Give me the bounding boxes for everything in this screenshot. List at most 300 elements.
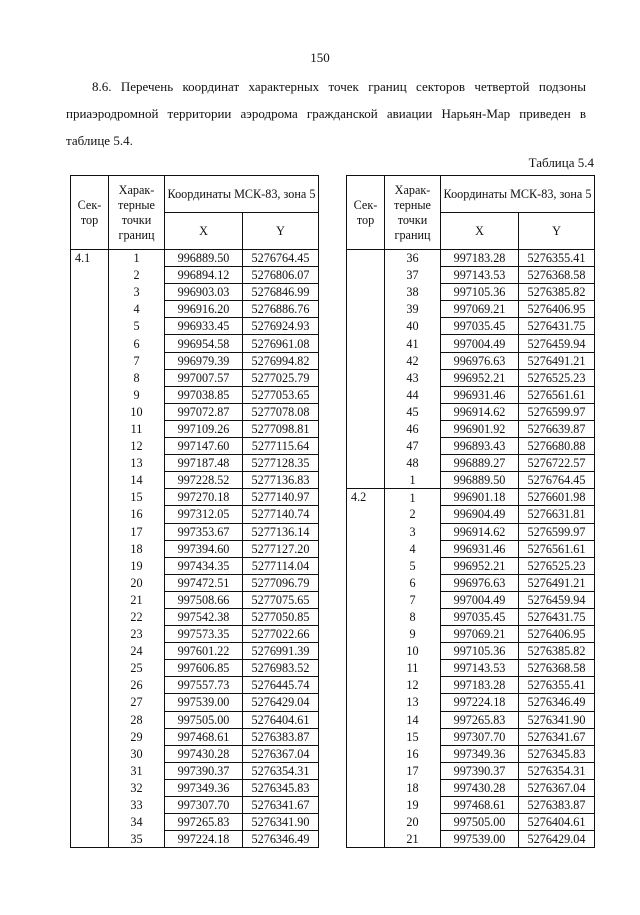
sector-cell <box>347 762 385 779</box>
point-number-cell: 2 <box>109 267 165 284</box>
point-number-cell: 44 <box>385 386 441 403</box>
header-sector: Сек-тор <box>347 176 385 250</box>
table-row <box>71 523 319 540</box>
x-cell: 997542.38 <box>165 608 243 625</box>
header-x: X <box>441 213 519 250</box>
x-cell: 996893.43 <box>441 438 519 455</box>
point-number-cell: 12 <box>109 438 165 455</box>
table-row <box>347 369 595 386</box>
x-cell: 996931.46 <box>441 386 519 403</box>
sector-cell <box>347 814 385 831</box>
point-number-cell: 37 <box>385 267 441 284</box>
x-cell: 997004.49 <box>441 591 519 608</box>
table-row <box>71 797 319 814</box>
table-row <box>71 831 319 848</box>
table-row <box>71 403 319 420</box>
point-number-cell: 45 <box>385 403 441 420</box>
point-number-cell: 15 <box>109 489 165 506</box>
x-cell: 997472.51 <box>165 574 243 591</box>
table-row <box>347 779 595 796</box>
y-cell: 5276601.98 <box>519 489 595 506</box>
sector-cell <box>347 420 385 437</box>
y-cell: 5276525.23 <box>519 557 595 574</box>
point-number-cell: 16 <box>109 506 165 523</box>
x-cell: 996952.21 <box>441 369 519 386</box>
sector-cell <box>71 762 109 779</box>
point-number-cell: 20 <box>109 574 165 591</box>
sector-cell <box>71 779 109 796</box>
point-number-cell: 21 <box>109 591 165 608</box>
sector-cell <box>71 403 109 420</box>
table-row <box>347 267 595 284</box>
table-row <box>347 250 595 267</box>
x-cell: 996904.49 <box>441 506 519 523</box>
table-row <box>347 643 595 660</box>
point-number-cell: 48 <box>385 455 441 472</box>
point-number-cell: 6 <box>385 574 441 591</box>
x-cell: 997434.35 <box>165 557 243 574</box>
table-row <box>347 335 595 352</box>
y-cell: 5276491.21 <box>519 352 595 369</box>
x-cell: 997307.70 <box>165 797 243 814</box>
y-cell: 5276961.08 <box>243 335 319 352</box>
sector-cell <box>347 403 385 420</box>
y-cell: 5277025.79 <box>243 369 319 386</box>
x-cell: 997143.53 <box>441 660 519 677</box>
point-number-cell: 5 <box>109 318 165 335</box>
table-row <box>347 762 595 779</box>
table-row <box>347 677 595 694</box>
table-row <box>71 335 319 352</box>
x-cell: 997035.45 <box>441 608 519 625</box>
point-number-cell: 4 <box>109 301 165 318</box>
sector-cell <box>347 677 385 694</box>
sector-cell <box>71 284 109 301</box>
y-cell: 5276429.04 <box>243 694 319 711</box>
sector-cell <box>347 626 385 643</box>
table-row <box>71 438 319 455</box>
sector-cell <box>347 694 385 711</box>
sector-cell <box>71 677 109 694</box>
x-cell: 997539.00 <box>165 694 243 711</box>
x-cell: 996901.92 <box>441 420 519 437</box>
point-number-cell: 41 <box>385 335 441 352</box>
point-number-cell: 9 <box>109 386 165 403</box>
coordinates-table-left <box>70 175 319 848</box>
y-cell: 5277114.04 <box>243 557 319 574</box>
y-cell: 5276367.04 <box>519 779 595 796</box>
point-number-cell: 30 <box>109 745 165 762</box>
sector-cell <box>71 626 109 643</box>
point-number-cell: 22 <box>109 608 165 625</box>
x-cell: 997105.36 <box>441 643 519 660</box>
x-cell: 997187.48 <box>165 455 243 472</box>
sector-cell: 4.2 <box>347 489 385 506</box>
table-row <box>71 455 319 472</box>
y-cell: 5276806.07 <box>243 267 319 284</box>
x-cell: 996976.63 <box>441 574 519 591</box>
table-row <box>347 797 595 814</box>
table-row <box>347 352 595 369</box>
table-row <box>71 745 319 762</box>
sector-cell <box>347 369 385 386</box>
x-cell: 997573.35 <box>165 626 243 643</box>
sector-cell <box>347 301 385 318</box>
y-cell: 5277078.08 <box>243 403 319 420</box>
y-cell: 5276599.97 <box>519 403 595 420</box>
y-cell: 5276404.61 <box>243 711 319 728</box>
point-number-cell: 29 <box>109 728 165 745</box>
table-row <box>347 728 595 745</box>
x-cell: 997349.36 <box>165 779 243 796</box>
header-y: Y <box>243 213 319 250</box>
point-number-cell: 34 <box>109 814 165 831</box>
sector-cell <box>71 523 109 540</box>
x-cell: 996931.46 <box>441 540 519 557</box>
y-cell: 5276341.90 <box>519 711 595 728</box>
sector-cell <box>71 540 109 557</box>
point-number-cell: 14 <box>109 472 165 489</box>
table-row <box>71 352 319 369</box>
point-number-cell: 7 <box>109 352 165 369</box>
point-number-cell: 2 <box>385 506 441 523</box>
sector-cell <box>71 335 109 352</box>
point-number-cell: 13 <box>109 455 165 472</box>
sector-cell <box>71 711 109 728</box>
sector-cell <box>347 506 385 523</box>
x-cell: 996889.27 <box>441 455 519 472</box>
y-cell: 5276345.83 <box>519 745 595 762</box>
sector-cell <box>71 660 109 677</box>
y-cell: 5276354.31 <box>519 762 595 779</box>
sector-cell <box>347 386 385 403</box>
point-number-cell: 35 <box>109 831 165 848</box>
sector-cell <box>71 318 109 335</box>
sector-cell <box>71 420 109 437</box>
point-number-cell: 46 <box>385 420 441 437</box>
table-row <box>347 489 595 506</box>
x-cell: 997072.87 <box>165 403 243 420</box>
x-cell: 997105.36 <box>441 284 519 301</box>
point-number-cell: 20 <box>385 814 441 831</box>
x-cell: 997265.83 <box>165 814 243 831</box>
sector-cell <box>347 284 385 301</box>
sector-cell <box>71 831 109 848</box>
x-cell: 996914.62 <box>441 523 519 540</box>
point-number-cell: 18 <box>109 540 165 557</box>
y-cell: 5276561.61 <box>519 386 595 403</box>
sector-cell <box>347 711 385 728</box>
sector-cell <box>347 472 385 489</box>
y-cell: 5276459.94 <box>519 591 595 608</box>
point-number-cell: 12 <box>385 677 441 694</box>
y-cell: 5277140.97 <box>243 489 319 506</box>
sector-cell <box>347 523 385 540</box>
table-row <box>347 318 595 335</box>
point-number-cell: 6 <box>109 335 165 352</box>
table-row <box>71 643 319 660</box>
point-number-cell: 3 <box>109 284 165 301</box>
sector-cell <box>347 438 385 455</box>
y-cell: 5276764.45 <box>519 472 595 489</box>
point-number-cell: 4 <box>385 540 441 557</box>
x-cell: 997224.18 <box>441 694 519 711</box>
sector-cell <box>347 643 385 660</box>
point-number-cell: 39 <box>385 301 441 318</box>
y-cell: 5276385.82 <box>519 643 595 660</box>
y-cell: 5277050.85 <box>243 608 319 625</box>
table-row <box>347 386 595 403</box>
y-cell: 5276459.94 <box>519 335 595 352</box>
y-cell: 5276846.99 <box>243 284 319 301</box>
y-cell: 5277140.74 <box>243 506 319 523</box>
x-cell: 997228.52 <box>165 472 243 489</box>
y-cell: 5276383.87 <box>243 728 319 745</box>
table-row <box>347 506 595 523</box>
table-row <box>71 369 319 386</box>
y-cell: 5276341.90 <box>243 814 319 831</box>
point-number-cell: 43 <box>385 369 441 386</box>
sector-cell <box>71 301 109 318</box>
x-cell: 997468.61 <box>165 728 243 745</box>
table-row <box>347 574 595 591</box>
point-number-cell: 26 <box>109 677 165 694</box>
y-cell: 5276346.49 <box>519 694 595 711</box>
sector-cell <box>71 608 109 625</box>
point-number-cell: 47 <box>385 438 441 455</box>
x-cell: 997430.28 <box>165 745 243 762</box>
point-number-cell: 3 <box>385 523 441 540</box>
sector-cell <box>71 489 109 506</box>
sector-cell <box>71 574 109 591</box>
table-row <box>347 591 595 608</box>
point-number-cell: 8 <box>109 369 165 386</box>
point-number-cell: 21 <box>385 831 441 848</box>
point-number-cell: 10 <box>109 403 165 420</box>
point-number-cell: 7 <box>385 591 441 608</box>
table-row <box>71 557 319 574</box>
sector-cell <box>71 386 109 403</box>
table-row <box>71 779 319 796</box>
x-cell: 997183.28 <box>441 677 519 694</box>
y-cell: 5276341.67 <box>519 728 595 745</box>
point-number-cell: 31 <box>109 762 165 779</box>
point-number-cell: 28 <box>109 711 165 728</box>
table-row <box>347 660 595 677</box>
x-cell: 997038.85 <box>165 386 243 403</box>
table-row <box>71 574 319 591</box>
table-row <box>347 403 595 420</box>
sector-cell <box>71 267 109 284</box>
x-cell: 997035.45 <box>441 318 519 335</box>
point-number-cell: 42 <box>385 352 441 369</box>
header-x: X <box>165 213 243 250</box>
x-cell: 996894.12 <box>165 267 243 284</box>
y-cell: 5276355.41 <box>519 250 595 267</box>
y-cell: 5276431.75 <box>519 318 595 335</box>
y-cell: 5276983.52 <box>243 660 319 677</box>
x-cell: 997390.37 <box>165 762 243 779</box>
header-points: Харак-терные точки границ <box>385 176 441 250</box>
sector-cell <box>347 574 385 591</box>
y-cell: 5276431.75 <box>519 608 595 625</box>
y-cell: 5276429.04 <box>519 831 595 848</box>
point-number-cell: 8 <box>385 608 441 625</box>
sector-cell <box>347 591 385 608</box>
sector-cell <box>347 455 385 472</box>
table-row <box>71 250 319 267</box>
sector-cell: 4.1 <box>71 250 109 267</box>
table-row <box>347 455 595 472</box>
x-cell: 997312.05 <box>165 506 243 523</box>
table-row <box>347 557 595 574</box>
x-cell: 996954.58 <box>165 335 243 352</box>
point-number-cell: 33 <box>109 797 165 814</box>
intro-paragraph: 8.6. Перечень координат характерных точек границ секторов четвертой подзоны приаэродромной территории аэродрома гражданской авиации Нарьян-Мар приведен в таблице 5.4. <box>66 79 586 148</box>
sector-cell <box>71 557 109 574</box>
table-row <box>347 608 595 625</box>
table-row <box>347 523 595 540</box>
x-cell: 997601.22 <box>165 643 243 660</box>
y-cell: 5276764.45 <box>243 250 319 267</box>
y-cell: 5276991.39 <box>243 643 319 660</box>
point-number-cell: 10 <box>385 643 441 660</box>
y-cell: 5276354.31 <box>243 762 319 779</box>
point-number-cell: 1 <box>385 472 441 489</box>
table-caption: Таблица 5.4 <box>528 155 594 170</box>
sector-cell <box>71 352 109 369</box>
point-number-cell: 38 <box>385 284 441 301</box>
table-row <box>71 506 319 523</box>
sector-cell <box>71 591 109 608</box>
point-number-cell: 19 <box>109 557 165 574</box>
y-cell: 5276341.67 <box>243 797 319 814</box>
coordinates-table-right <box>346 175 595 848</box>
sector-cell <box>71 506 109 523</box>
x-cell: 996901.18 <box>441 489 519 506</box>
y-cell: 5277022.66 <box>243 626 319 643</box>
y-cell: 5276368.58 <box>519 660 595 677</box>
table-row <box>71 301 319 318</box>
sector-cell <box>347 318 385 335</box>
point-number-cell: 5 <box>385 557 441 574</box>
x-cell: 997430.28 <box>441 779 519 796</box>
y-cell: 5276924.93 <box>243 318 319 335</box>
y-cell: 5276367.04 <box>243 745 319 762</box>
table-row <box>71 489 319 506</box>
x-cell: 996914.62 <box>441 403 519 420</box>
x-cell: 997007.57 <box>165 369 243 386</box>
y-cell: 5277098.81 <box>243 420 319 437</box>
sector-cell <box>71 797 109 814</box>
table-row <box>347 831 595 848</box>
table-row <box>71 660 319 677</box>
x-cell: 997183.28 <box>441 250 519 267</box>
header-y: Y <box>519 213 595 250</box>
x-cell: 997265.83 <box>441 711 519 728</box>
y-cell: 5276385.82 <box>519 284 595 301</box>
table-row <box>347 420 595 437</box>
point-number-cell: 16 <box>385 745 441 762</box>
table-row <box>71 420 319 437</box>
x-cell: 997353.67 <box>165 523 243 540</box>
y-cell: 5277115.64 <box>243 438 319 455</box>
table-row <box>71 591 319 608</box>
y-cell: 5276525.23 <box>519 369 595 386</box>
table-row <box>71 762 319 779</box>
x-cell: 996979.39 <box>165 352 243 369</box>
sector-cell <box>347 608 385 625</box>
table-row <box>347 745 595 762</box>
y-cell: 5277096.79 <box>243 574 319 591</box>
sector-cell <box>347 745 385 762</box>
table-row <box>347 694 595 711</box>
sector-cell <box>347 267 385 284</box>
sector-cell <box>71 643 109 660</box>
point-number-cell: 36 <box>385 250 441 267</box>
x-cell: 997307.70 <box>441 728 519 745</box>
point-number-cell: 24 <box>109 643 165 660</box>
header-coords: Координаты МСК-83, зона 5 <box>165 176 319 213</box>
sector-cell <box>347 728 385 745</box>
point-number-cell: 27 <box>109 694 165 711</box>
sector-cell <box>71 728 109 745</box>
point-number-cell: 18 <box>385 779 441 796</box>
y-cell: 5276631.81 <box>519 506 595 523</box>
table-row <box>347 711 595 728</box>
table-row <box>347 438 595 455</box>
point-number-cell: 17 <box>109 523 165 540</box>
sector-cell <box>347 352 385 369</box>
x-cell: 997505.00 <box>165 711 243 728</box>
y-cell: 5276680.88 <box>519 438 595 455</box>
table-row <box>347 814 595 831</box>
table-row <box>71 284 319 301</box>
sector-cell <box>347 557 385 574</box>
table-row <box>71 540 319 557</box>
y-cell: 5276404.61 <box>519 814 595 831</box>
y-cell: 5276346.49 <box>243 831 319 848</box>
x-cell: 997069.21 <box>441 301 519 318</box>
point-number-cell: 32 <box>109 779 165 796</box>
header-coords: Координаты МСК-83, зона 5 <box>441 176 595 213</box>
x-cell: 997143.53 <box>441 267 519 284</box>
y-cell: 5276406.95 <box>519 301 595 318</box>
y-cell: 5276599.97 <box>519 523 595 540</box>
table-row <box>71 626 319 643</box>
sector-cell <box>347 797 385 814</box>
sector-cell <box>347 660 385 677</box>
sector-cell <box>71 455 109 472</box>
y-cell: 5276639.87 <box>519 420 595 437</box>
table-row <box>347 472 595 489</box>
sector-cell <box>347 831 385 848</box>
x-cell: 996952.21 <box>441 557 519 574</box>
point-number-cell: 1 <box>109 250 165 267</box>
y-cell: 5276345.83 <box>243 779 319 796</box>
x-cell: 996903.03 <box>165 284 243 301</box>
x-cell: 997508.66 <box>165 591 243 608</box>
x-cell: 997349.36 <box>441 745 519 762</box>
sector-cell <box>347 335 385 352</box>
point-number-cell: 9 <box>385 626 441 643</box>
x-cell: 996889.50 <box>165 250 243 267</box>
sector-cell <box>71 694 109 711</box>
sector-cell <box>347 540 385 557</box>
sector-cell <box>71 472 109 489</box>
sector-cell <box>347 250 385 267</box>
table-row <box>347 284 595 301</box>
